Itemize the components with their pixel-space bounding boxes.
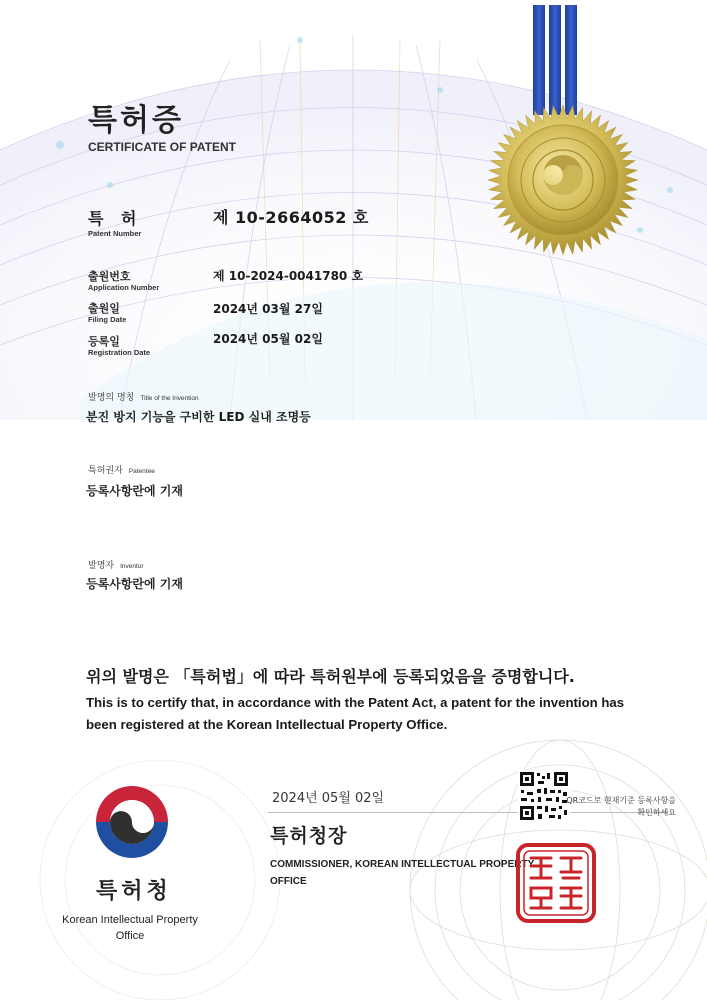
qr-code-icon[interactable] (518, 770, 570, 822)
filing-date-value: 2024년 03월 27일 (213, 302, 323, 316)
issue-date: 2024년 05월 02일 (272, 791, 385, 806)
red-official-stamp-icon (515, 842, 597, 924)
patentee-label-ko: 특허권자 (88, 466, 123, 476)
document-title: 특허증 (88, 103, 184, 138)
invention-title-label-ko: 발명의 명칭 (88, 393, 135, 403)
filing-date-label: 출원일 (88, 302, 120, 315)
application-number-value: 제 10-2024-0041780 호 (213, 269, 364, 283)
filing-date-label-en: Filing Date (88, 315, 127, 324)
patent-number-label: 특 허 (88, 209, 143, 228)
document-subtitle: CERTIFICATE OF PATENT (88, 140, 236, 154)
inventor-value: 등록사항란에 기재 (86, 577, 183, 591)
patent-number-value: 제 10-2664052 호 (213, 208, 369, 227)
invention-title-value: 분진 방지 기능을 구비한 LED 실내 조명등 (86, 410, 311, 424)
taegeuk-logo-icon (92, 782, 172, 862)
registration-date-label-en: Registration Date (88, 348, 151, 357)
kipo-name-ko: 특허청 (96, 879, 172, 904)
kipo-name-en: Korean Intellectual Property Office (62, 914, 198, 942)
certification-statement-en: This is to certify that, in accordance with the Patent Act, a patent for the invention has been registered at the Korean Intellectual Property Office. (86, 695, 625, 732)
qr-instruction: QR코드로 현재기준 등록사항을 확인하세요 (566, 796, 676, 817)
application-number-label: 출원번호 (88, 270, 131, 283)
certification-statement-ko: 위의 발명은 「특허법」에 따라 특허원부에 등록되었음을 증명합니다. (86, 667, 575, 686)
patentee-label-en: Patentee (128, 468, 155, 475)
invention-title-label (88, 390, 199, 403)
gold-seal-icon (488, 105, 638, 255)
patentee-label (88, 463, 155, 476)
ribbon (533, 5, 577, 115)
patentee-value: 등록사항란에 기재 (86, 484, 183, 498)
patent-number-label-en: Patent Number (88, 229, 142, 238)
registration-date-label: 등록일 (88, 335, 120, 348)
registration-date-value: 2024년 05월 02일 (213, 332, 323, 346)
application-number-label-en: Application Number (88, 283, 160, 292)
commissioner-title-en: COMMISSIONER, KOREAN INTELLECTUAL PROPERTY OFFICE (270, 859, 535, 887)
inventor-label-en: Inventor (120, 563, 144, 570)
inventor-label (88, 558, 144, 571)
inventor-label-ko: 발명자 (88, 561, 115, 571)
invention-title-label-en: Title of the Invention (140, 395, 199, 402)
commissioner-title-ko: 특허청장 (270, 825, 348, 847)
